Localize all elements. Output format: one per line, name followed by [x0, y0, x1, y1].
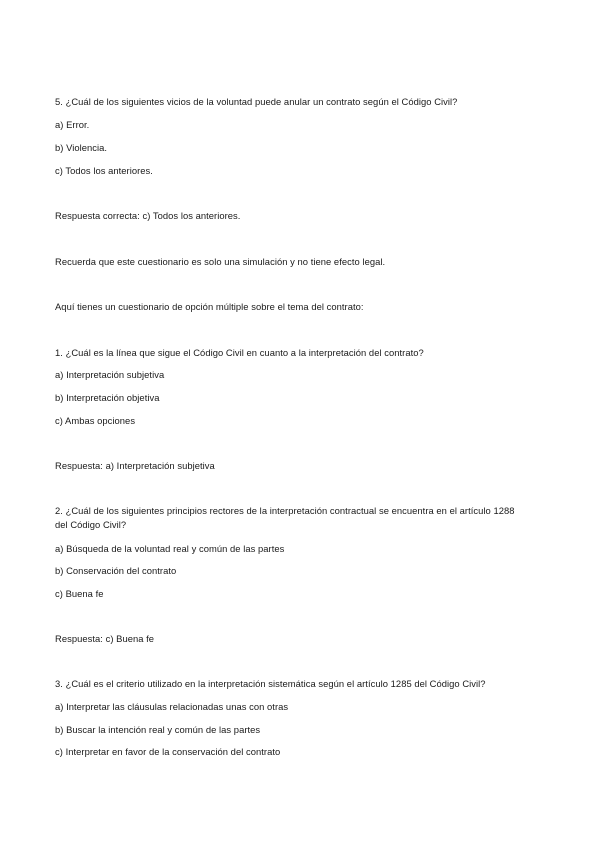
question-5-text: 5. ¿Cuál de los siguientes vicios de la voluntad puede anular un contrato según el Código Civil? — [55, 96, 458, 107]
question-5-option-a: a) Error. — [55, 119, 90, 130]
question-1-answer: Respuesta: a) Interpretación subjetiva — [55, 460, 215, 471]
disclaimer-text: Recuerda que este cuestionario es solo una simulación y no tiene efecto legal. — [55, 256, 386, 267]
question-2-option-b: b) Conservación del contrato — [55, 565, 177, 576]
question-2-option-a: a) Búsqueda de la voluntad real y común de las partes — [55, 543, 285, 554]
quiz-intro-text: Aquí tienes un cuestionario de opción múltiple sobre el tema del contrato: — [55, 301, 364, 312]
question-3-option-c: c) Interpretar en favor de la conservación del contrato — [55, 746, 281, 757]
question-5-option-c: c) Todos los anteriores. — [55, 165, 153, 176]
question-1-option-c: c) Ambas opciones — [55, 415, 136, 426]
question-3-text: 3. ¿Cuál es el criterio utilizado en la interpretación sistemática según el artículo 1285 del Código Civil? — [55, 678, 486, 689]
question-3-option-a: a) Interpretar las cláusulas relacionadas unas con otras — [55, 701, 289, 712]
question-2-text-line-1: 2. ¿Cuál de los siguientes principios rectores de la interpretación contractual se encuentra en el artículo 1288 — [55, 505, 515, 516]
question-5-option-b: b) Violencia. — [55, 142, 108, 153]
question-2-option-c: c) Buena fe — [55, 588, 104, 599]
question-1-option-b: b) Interpretación objetiva — [55, 392, 160, 403]
question-1-text: 1. ¿Cuál es la línea que sigue el Código Civil en cuanto a la interpretación del contrato? — [55, 347, 424, 358]
question-1-option-a: a) Interpretación subjetiva — [55, 369, 165, 380]
question-5-answer: Respuesta correcta: c) Todos los anteriores. — [55, 210, 241, 221]
question-3-option-b: b) Buscar la intención real y común de las partes — [55, 724, 261, 735]
question-2-answer: Respuesta: c) Buena fe — [55, 633, 155, 644]
question-2-text-line-2: del Código Civil? — [55, 519, 127, 530]
